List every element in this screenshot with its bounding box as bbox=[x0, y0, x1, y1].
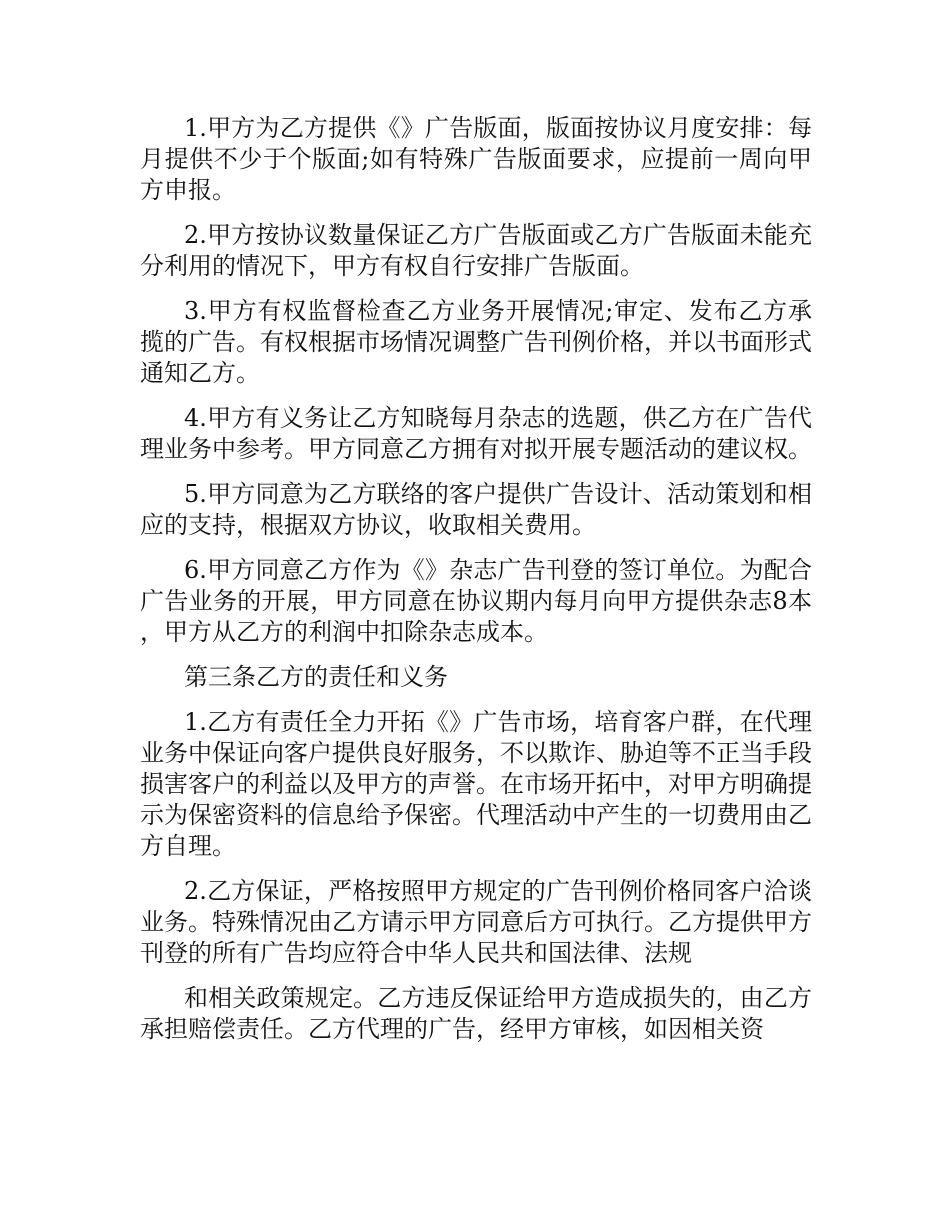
paragraph-clause-4: 4.甲方有义务让乙方知晓每月杂志的选题，供乙方在广告代理业务中参考。甲方同意乙方拥有对拟开展专题活动的建议权。 bbox=[140, 404, 812, 463]
paragraph-obligation-1: 1.乙方有责任全力开拓《》广告市场，培育客户群，在代理业务中保证向客户提供良好服务，不以欺诈、胁迫等不正当手段损害客户的利益以及甲方的声誉。在市场开拓中，对甲方明确提示为保密资料的信息给予保密。代理活动中产生的一切费用由乙方自理。 bbox=[140, 708, 812, 860]
document-body bbox=[140, 113, 812, 1059]
paragraph-clause-5: 5.甲方同意为乙方联络的客户提供广告设计、活动策划和相应的支持，根据双方协议，收取相关费用。 bbox=[140, 480, 812, 539]
paragraph-clause-1: 1.甲方为乙方提供《》广告版面，版面按协议月度安排：每月提供不少于个版面;如有特殊广告版面要求，应提前一周向甲方申报。 bbox=[140, 114, 812, 204]
paragraph-obligation-2-continued: 和相关政策规定。乙方违反保证给甲方造成损失的，由乙方承担赔偿责任。乙方代理的广告，经甲方审核，如因相关资 bbox=[140, 984, 812, 1043]
paragraph-clause-6: 6.甲方同意乙方作为《》杂志广告刊登的签订单位。为配合广告业务的开展，甲方同意在协议期内每月向甲方提供杂志8本，甲方从乙方的利润中扣除杂志成本。 bbox=[140, 556, 812, 646]
paragraph-clause-2: 2.甲方按协议数量保证乙方广告版面或乙方广告版面未能充分利用的情况下，甲方有权自行安排广告版面。 bbox=[140, 221, 812, 280]
section-heading: 第三条乙方的责任和义务 bbox=[184, 663, 448, 691]
paragraph-clause-3: 3.甲方有权监督检查乙方业务开展情况;审定、发布乙方承揽的广告。有权根据市场情况调整广告刊例价格，并以书面形式通知乙方。 bbox=[140, 297, 812, 387]
paragraph-obligation-2: 2.乙方保证，严格按照甲方规定的广告刊例价格同客户洽谈业务。特殊情况由乙方请示甲方同意后方可执行。乙方提供甲方刊登的所有广告均应符合中华人民共和国法律、法规 bbox=[140, 877, 812, 967]
